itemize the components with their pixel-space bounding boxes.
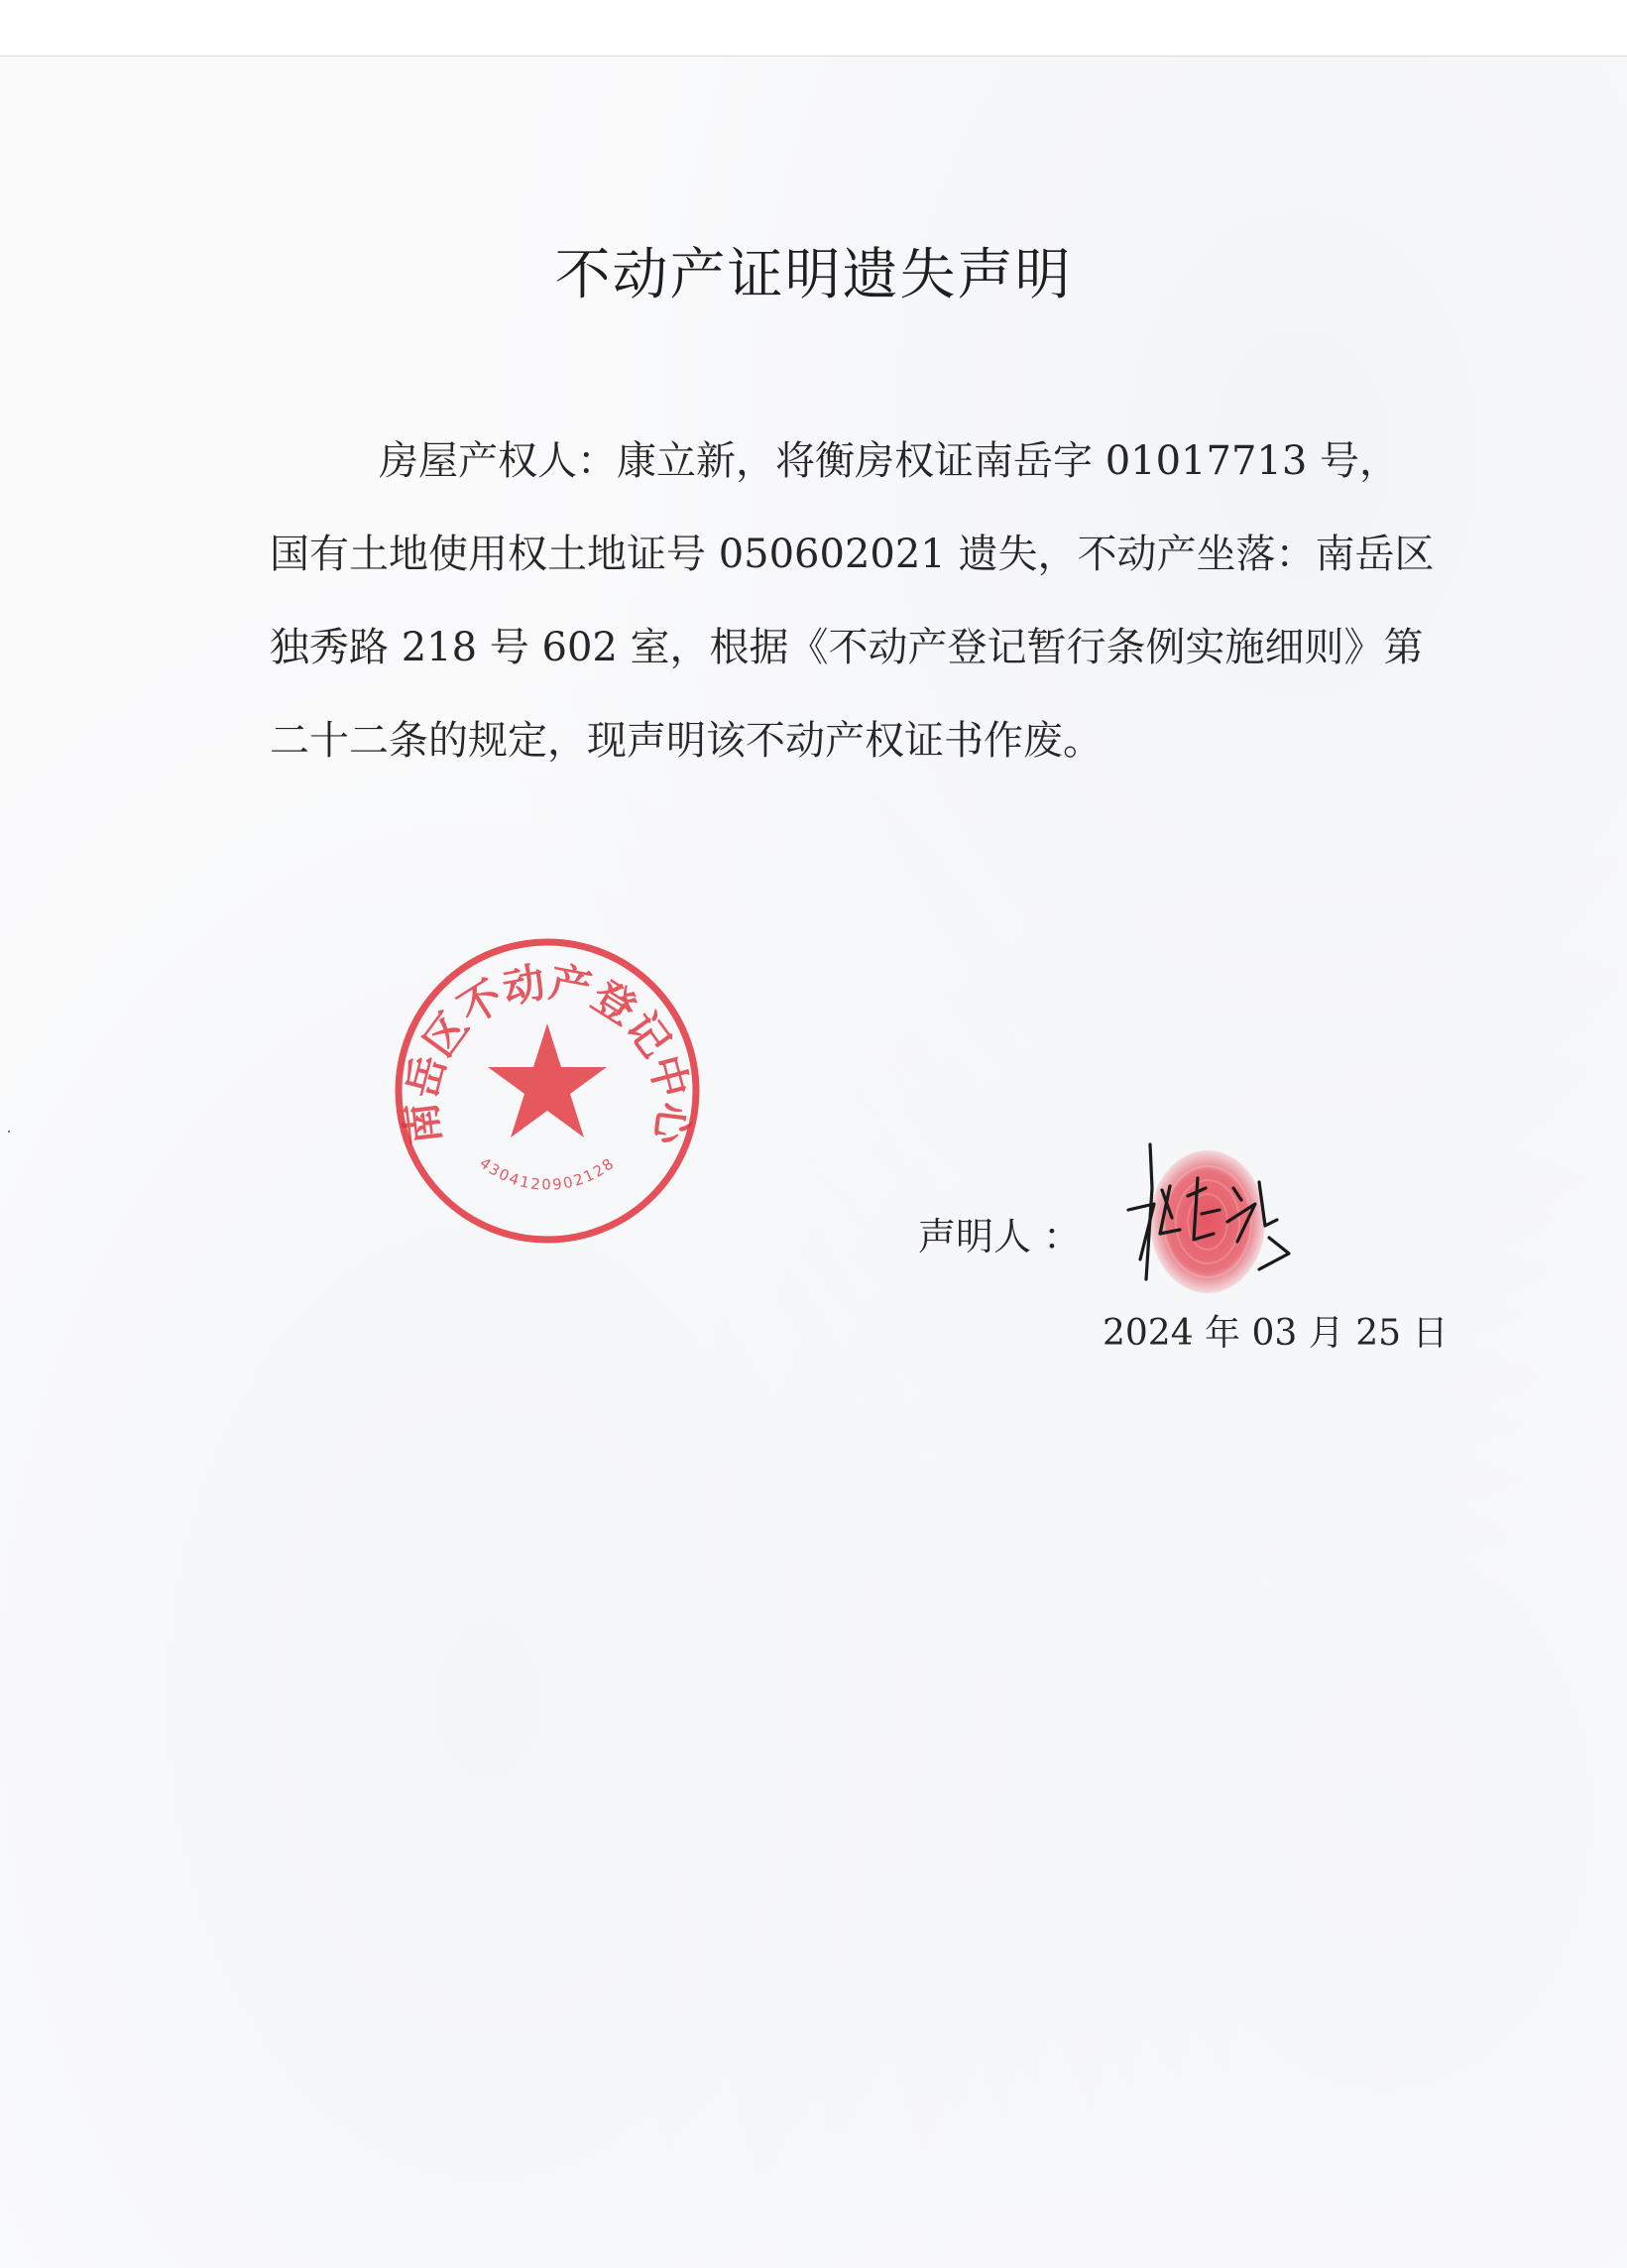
official-seal bbox=[389, 932, 706, 1250]
seal-star bbox=[488, 1023, 607, 1137]
scan-top-edge bbox=[0, 0, 1627, 57]
declaration-body bbox=[270, 415, 1435, 787]
body-line-4: 二十二条的规定，现声明该不动产权证书作废。 bbox=[270, 718, 1103, 764]
document-title: 不动产证明遗失声明 bbox=[554, 243, 1073, 307]
body-line-1: 房屋产权人：康立新，将衡房权证南岳字 01017713 号， bbox=[379, 438, 1400, 484]
declarant-label: 声明人 ： bbox=[918, 1215, 1082, 1258]
seal-number: 4304120902128 bbox=[476, 1153, 619, 1194]
seal-ring-text: 南岳区不动产登记中心 bbox=[396, 957, 699, 1147]
handwritten-signature bbox=[1110, 1131, 1319, 1299]
svg-text:4304120902128 bbox=[476, 1153, 619, 1193]
declaration-date: 2024 年 03 月 25 日 bbox=[1103, 1313, 1449, 1354]
body-line-2: 国有土地使用权土地证号 050602021 遗失，不动产坐落：南岳区 bbox=[270, 532, 1435, 577]
scan-speck bbox=[8, 1131, 10, 1133]
body-line-3: 独秀路 218 号 602 室，根据《不动产登记暂行条例实施细则》第 bbox=[270, 625, 1424, 670]
